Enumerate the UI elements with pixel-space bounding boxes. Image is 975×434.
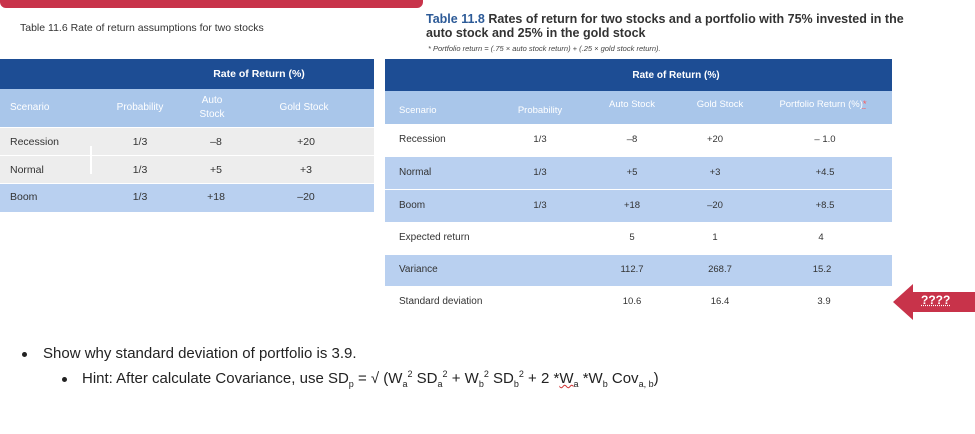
left-col-probability: Probability xyxy=(116,102,164,113)
sub-a2: a xyxy=(437,379,443,389)
left-row3-probability: 1/3 xyxy=(132,191,148,203)
left-table-column-header-row xyxy=(0,89,374,127)
right-row5-scenario: Variance xyxy=(399,264,438,275)
right-row6-gold: 16.4 xyxy=(710,296,730,307)
formula-plus-2: + 2 * xyxy=(523,370,560,387)
hint-formula xyxy=(82,369,659,389)
sub-a1: a xyxy=(402,379,408,389)
left-row1-auto: –8 xyxy=(210,136,222,148)
left-row2-gold: +3 xyxy=(300,164,312,176)
right-col-gold: Gold Stock xyxy=(696,99,744,110)
sub-a3: a xyxy=(573,379,579,389)
bullet-line-1: Show why standard deviation of portfolio is 3.9. xyxy=(43,345,357,362)
portfolio-footnote-mark: * xyxy=(862,99,867,110)
table-row xyxy=(385,157,892,189)
left-col-scenario: Scenario xyxy=(10,102,50,113)
right-row4-portfolio: 4 xyxy=(818,232,824,243)
sub-p: p xyxy=(348,379,354,389)
right-row3-gold: –20 xyxy=(707,200,723,211)
sup-2-4: 2 xyxy=(518,369,524,379)
sub-ab: a, b xyxy=(638,379,654,389)
formula-wa xyxy=(559,370,578,387)
left-row1-gold: +20 xyxy=(297,136,315,148)
left-row3-scenario: Boom xyxy=(10,191,38,203)
formula-star-w: *W xyxy=(578,370,603,387)
right-row6-auto: 10.6 xyxy=(622,296,642,307)
table-row xyxy=(0,156,374,183)
sub-b1: b xyxy=(478,379,484,389)
right-row5-portfolio: 15.2 xyxy=(812,264,832,275)
sup-2-3: 2 xyxy=(483,369,489,379)
left-row1-scenario: Recession xyxy=(10,136,60,148)
right-row1-scenario: Recession xyxy=(399,134,446,145)
right-row4-gold: 1 xyxy=(712,232,718,243)
table-row xyxy=(385,287,892,317)
table-row xyxy=(385,255,892,286)
right-col-auto: Auto Stock xyxy=(609,99,655,110)
formula-sd1: SD xyxy=(412,370,438,387)
formula-eq: = √ (W xyxy=(353,370,403,387)
right-col-scenario: Scenario xyxy=(399,105,437,116)
left-table-group-header: Rate of Return (%) xyxy=(213,68,305,80)
right-table-group-header: Rate of Return (%) xyxy=(632,70,720,81)
right-row6-scenario: Standard deviation xyxy=(399,296,483,307)
right-table-caption-number: Table 11.8 xyxy=(426,12,485,26)
left-col-auto-line2: Stock xyxy=(199,109,225,120)
right-row3-scenario: Boom xyxy=(399,200,426,211)
right-row5-auto: 112.7 xyxy=(620,264,644,275)
sup-2-2: 2 xyxy=(442,369,448,379)
right-row1-portfolio: – 1.0 xyxy=(814,134,836,145)
right-row1-gold: +20 xyxy=(706,134,724,145)
right-row2-portfolio: +4.5 xyxy=(815,167,835,178)
table-row xyxy=(385,124,892,156)
right-table-caption xyxy=(426,12,916,40)
right-col-portfolio-label: Portfolio Return (%) xyxy=(779,99,863,110)
formula-w: W xyxy=(559,370,574,387)
formula-plus-w: + W xyxy=(447,370,479,387)
right-row6-portfolio: 3.9 xyxy=(817,296,831,307)
arrow-label: ???? xyxy=(921,293,951,307)
left-col-gold: Gold Stock xyxy=(279,102,329,113)
left-col-auto-line1: Auto xyxy=(201,95,223,106)
formula-sd2: SD xyxy=(488,370,514,387)
left-row2-auto: +5 xyxy=(210,164,222,176)
right-col-portfolio xyxy=(779,99,866,110)
right-row3-portfolio: +8.5 xyxy=(815,200,835,211)
left-table-caption: Table 11.6 Rate of return assumptions for two stocks xyxy=(20,22,264,34)
sub-b3: b xyxy=(602,379,608,389)
right-row2-auto: +5 xyxy=(626,167,638,178)
table-row xyxy=(385,190,892,222)
hint-prefix: Hint: After calculate Covariance, use SD xyxy=(82,370,349,387)
sub-b2: b xyxy=(513,379,519,389)
right-table-caption-text: Rates of return for two stocks and a portfolio with 75% invested in the auto stock and 25% in the gold stock xyxy=(426,12,904,40)
right-table-column-header-row xyxy=(385,91,892,124)
formula-cov: Cov xyxy=(607,370,639,387)
right-row4-scenario: Expected return xyxy=(399,232,470,243)
left-table-group-header-bar xyxy=(0,59,374,89)
left-row2-probability: 1/3 xyxy=(132,164,148,176)
table-row xyxy=(385,223,892,254)
sup-2-1: 2 xyxy=(407,369,413,379)
right-table-caption-note: * Portfolio return = (.75 × auto stock return) + (.25 × gold stock return). xyxy=(428,44,661,53)
right-row2-probability: 1/3 xyxy=(533,167,547,178)
right-row1-auto: –8 xyxy=(626,134,638,145)
top-accent-band xyxy=(0,0,423,8)
right-row1-probability: 1/3 xyxy=(533,134,547,145)
right-row4-auto: 5 xyxy=(629,232,635,243)
formula-close: ) xyxy=(653,370,659,387)
left-row1-probability: 1/3 xyxy=(132,136,148,148)
left-row3-gold: –20 xyxy=(297,191,315,203)
sub-bullet-icon xyxy=(62,377,67,382)
right-row3-auto: +18 xyxy=(623,200,641,211)
highlight-arrow xyxy=(893,283,975,321)
table-row xyxy=(0,128,374,155)
right-row2-gold: +3 xyxy=(709,167,721,178)
right-row5-gold: 268.7 xyxy=(708,264,732,275)
left-row3-auto: +18 xyxy=(207,191,225,203)
left-row2-scenario: Normal xyxy=(10,164,44,176)
table-row xyxy=(0,184,374,212)
right-row3-probability: 1/3 xyxy=(533,200,547,211)
right-row2-scenario: Normal xyxy=(399,167,432,178)
right-table-group-header-bar xyxy=(385,59,892,91)
table-cursor-divider xyxy=(90,146,92,174)
bullet-icon xyxy=(22,352,27,357)
right-col-probability: Probability xyxy=(517,105,563,116)
